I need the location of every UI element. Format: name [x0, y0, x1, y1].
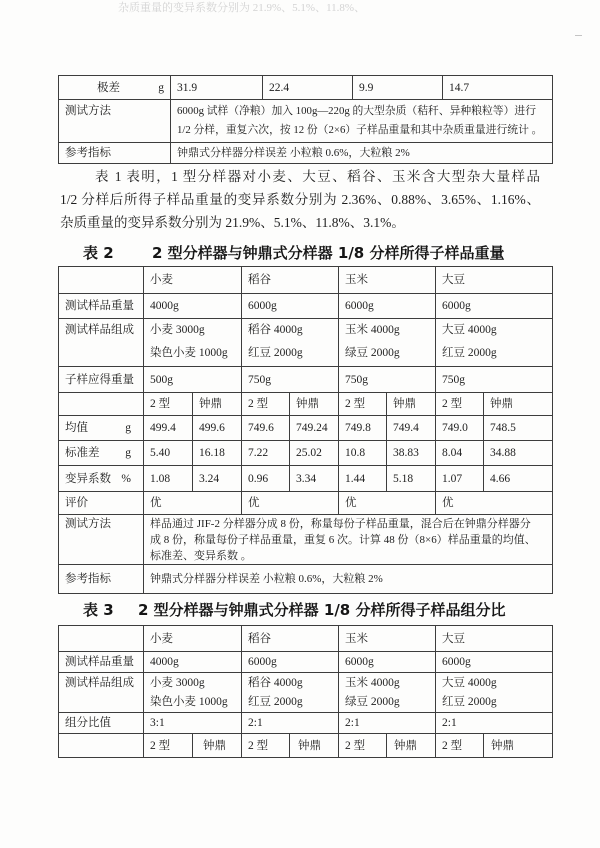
value-cell: 748.5 [484, 416, 553, 441]
value-cell: 749.24 [290, 416, 339, 441]
value-cell: 31.9 [171, 76, 263, 100]
row-label-cell [59, 466, 144, 492]
table-header-row [59, 626, 553, 652]
grain-header: 大豆 [436, 626, 553, 652]
value-cell: 6000g [242, 652, 339, 673]
composition-cell [242, 319, 339, 367]
value-cell: 25.02 [290, 441, 339, 466]
method-line: 标准差、变异系数 。 [150, 550, 252, 562]
divider-type-header: 2 型 [144, 393, 193, 416]
empty-label-cell [59, 393, 144, 416]
row-label-cell: 评价 [59, 492, 144, 515]
composition-line: 红豆 2000g [442, 696, 497, 708]
row-label-cell: 测试方法 [59, 515, 144, 565]
value-cell: 749.4 [387, 416, 436, 441]
composition-line: 玉米 4000g [345, 677, 400, 689]
grain-header: 稻谷 [242, 267, 339, 294]
divider-type-header: 钟鼎 [290, 734, 339, 758]
table-row-evaluation [59, 492, 553, 515]
divider-type-header: 钟鼎 [290, 393, 339, 416]
grain-header: 玉米 [339, 626, 436, 652]
row-label-cell: 参考指标 [59, 565, 144, 594]
row-label-cell: 测试样品组成 [59, 319, 144, 367]
table-row-composition [59, 673, 553, 713]
value-cell: 750g [339, 367, 436, 393]
method-line: 1/2 分样，重复六次，按 12 份（2×6）子样品重量和其中杂质重量进行统计 。 [177, 124, 543, 136]
table-header-row [59, 267, 553, 294]
divider-type-header: 2 型 [242, 734, 290, 758]
paragraph-line: 1/2 分样后所得子样品重量的变异系数分别为 2.36%、0.88%、3.65%、1.16%、 [60, 192, 540, 207]
grain-header: 小麦 [144, 267, 242, 294]
divider-type-header: 钟鼎 [193, 734, 242, 758]
row-label-cell: 测试样品重量 [59, 294, 144, 319]
value-cell: 1.07 [436, 466, 484, 492]
value-cell: 6000g [339, 652, 436, 673]
table-row-mean [59, 416, 553, 441]
value-cell: 5.18 [387, 466, 436, 492]
composition-cell [339, 319, 436, 367]
composition-line: 玉米 4000g [345, 324, 400, 336]
composition-line: 稻谷 4000g [248, 324, 303, 336]
value-cell: 16.18 [193, 441, 242, 466]
caption-number: 表 3 [83, 601, 114, 619]
composition-line: 大豆 4000g [442, 677, 497, 689]
table-row-method [59, 100, 553, 143]
row-label: 变异系数 [65, 472, 111, 485]
value-cell: 5.40 [144, 441, 193, 466]
divider-type-header: 钟鼎 [484, 393, 553, 416]
table-row-reference [59, 565, 553, 594]
method-line: 样品通过 JIF-2 分样器分成 8 份，称量每份子样品重量，混合后在钟鼎分样器分 [150, 518, 531, 530]
composition-line: 染色小麦 1000g [150, 696, 228, 708]
value-cell: 3.24 [193, 466, 242, 492]
table-row-method [59, 515, 553, 565]
row-label-wrap [65, 80, 166, 96]
scan-mark [575, 35, 582, 36]
divider-type-header: 2 型 [242, 393, 290, 416]
reference-text-cell: 钟鼎式分样器分样误差 小粒粮 0.6%，大粒粮 2% [171, 143, 553, 164]
caption-number: 表 2 [83, 244, 114, 262]
value-cell: 10.8 [339, 441, 387, 466]
value-cell: 3:1 [144, 713, 242, 734]
composition-cell [242, 673, 339, 713]
evaluation-cell: 优 [242, 492, 339, 515]
table-row-cv [59, 466, 553, 492]
composition-cell [144, 673, 242, 713]
value-cell: 749.8 [339, 416, 387, 441]
row-label: 极差 [97, 81, 120, 94]
value-cell: 6000g [339, 294, 436, 319]
divider-type-header: 2 型 [144, 734, 193, 758]
method-line: 成 8 份，称量每份子样品重量，重复 6 次。计算 48 份（8×6）样品重量的均值、 [150, 534, 536, 546]
evaluation-cell: 优 [144, 492, 242, 515]
value-cell: 6000g [436, 652, 553, 673]
faint-bleed-through-text: 杂质重量的变异系数分别为 21.9%、5.1%、11.8%、 [118, 2, 366, 14]
method-text-cell [144, 515, 553, 565]
paragraph-line: 杂质重量的变异系数分别为 21.9%、5.1%、11.8%、3.1%。 [60, 215, 405, 230]
corner-cell [59, 626, 144, 652]
row-label: 标准差 [65, 447, 100, 459]
composition-line: 大豆 4000g [442, 324, 497, 336]
reference-text-cell: 钟鼎式分样器分样误差 小粒粮 0.6%，大粒粮 2% [144, 565, 553, 594]
unit-label: g [158, 81, 164, 94]
value-cell: 6000g [436, 294, 553, 319]
row-label-cell [59, 416, 144, 441]
value-cell: 14.7 [443, 76, 553, 100]
method-line: 6000g 试样（净粮）加入 100g—220g 的大型杂质（秸秆、异种粮粒等）进行 [177, 105, 536, 117]
table-2 [58, 266, 553, 594]
table-subheader-row [59, 393, 553, 416]
table-row-composition [59, 319, 553, 367]
table-2-caption [83, 244, 504, 262]
table-subheader-row [59, 734, 553, 758]
row-label-wrap [65, 471, 139, 487]
divider-type-header: 钟鼎 [484, 734, 553, 758]
row-label: 均值 [65, 422, 88, 434]
table-1-continued [58, 75, 553, 164]
value-cell: 22.4 [263, 76, 353, 100]
value-cell: 2:1 [339, 713, 436, 734]
row-label-cell: 测试样品组成 [59, 673, 144, 713]
divider-type-header: 2 型 [436, 734, 484, 758]
unit-label: g [125, 447, 131, 459]
method-text-cell [171, 100, 553, 143]
table-3 [58, 625, 553, 758]
caption-title: 2 型分样器与钟鼎式分样器 1/8 分样所得子样品组分比 [138, 601, 506, 619]
value-cell: 9.9 [353, 76, 443, 100]
unit-label: % [121, 472, 131, 485]
composition-cell [436, 319, 553, 367]
divider-type-header: 2 型 [339, 734, 387, 758]
value-cell: 750g [242, 367, 339, 393]
composition-cell [339, 673, 436, 713]
grain-header: 大豆 [436, 267, 553, 294]
paragraph-line: 表 1 表明，1 型分样器对小麦、大豆、稻谷、玉米含大型杂大量样品 [95, 169, 540, 184]
divider-type-header: 钟鼎 [387, 734, 436, 758]
value-cell: 750g [436, 367, 553, 393]
value-cell: 4000g [144, 652, 242, 673]
value-cell: 499.6 [193, 416, 242, 441]
grain-header: 稻谷 [242, 626, 339, 652]
table-row-std-dev [59, 441, 553, 466]
evaluation-cell: 优 [339, 492, 436, 515]
grain-header: 小麦 [144, 626, 242, 652]
evaluation-cell: 优 [436, 492, 553, 515]
composition-cell [436, 673, 553, 713]
value-cell: 499.4 [144, 416, 193, 441]
value-cell: 2:1 [436, 713, 553, 734]
row-label-cell: 组分比值 [59, 713, 144, 734]
composition-line: 染色小麦 1000g [150, 347, 228, 359]
value-cell: 749.0 [436, 416, 484, 441]
composition-line: 小麦 3000g [150, 324, 205, 336]
value-cell: 6000g [242, 294, 339, 319]
composition-line: 稻谷 4000g [248, 677, 303, 689]
composition-line: 绿豆 2000g [345, 696, 400, 708]
table-row-expected-weight [59, 367, 553, 393]
row-label-cell: 参考指标 [59, 143, 171, 164]
row-label-wrap [65, 445, 139, 461]
table-row-reference [59, 143, 553, 164]
row-label-cell [59, 76, 171, 100]
divider-type-header: 2 型 [339, 393, 387, 416]
value-cell: 2:1 [242, 713, 339, 734]
value-cell: 0.96 [242, 466, 290, 492]
value-cell: 3.34 [290, 466, 339, 492]
row-label-cell: 测试样品重量 [59, 652, 144, 673]
table-3-caption [83, 601, 505, 619]
value-cell: 500g [144, 367, 242, 393]
composition-cell [144, 319, 242, 367]
caption-title: 2 型分样器与钟鼎式分样器 1/8 分样所得子样品重量 [152, 244, 505, 262]
composition-line: 小麦 3000g [150, 677, 205, 689]
table-row-range [59, 76, 553, 100]
table-row-sample-weight [59, 652, 553, 673]
row-label-wrap [65, 420, 139, 436]
value-cell: 1.08 [144, 466, 193, 492]
composition-line: 红豆 2000g [248, 696, 303, 708]
divider-type-header: 2 型 [436, 393, 484, 416]
empty-label-cell [59, 734, 144, 758]
divider-type-header: 钟鼎 [193, 393, 242, 416]
composition-line: 红豆 2000g [442, 347, 497, 359]
row-label-cell: 测试方法 [59, 100, 171, 143]
value-cell: 749.6 [242, 416, 290, 441]
divider-type-header: 钟鼎 [387, 393, 436, 416]
value-cell: 1.44 [339, 466, 387, 492]
grain-header: 玉米 [339, 267, 436, 294]
value-cell: 7.22 [242, 441, 290, 466]
table-row-sample-weight [59, 294, 553, 319]
row-label-cell: 子样应得重量 [59, 367, 144, 393]
value-cell: 4000g [144, 294, 242, 319]
corner-cell [59, 267, 144, 294]
value-cell: 38.83 [387, 441, 436, 466]
value-cell: 8.04 [436, 441, 484, 466]
table-row-ratio [59, 713, 553, 734]
composition-line: 红豆 2000g [248, 347, 303, 359]
composition-line: 绿豆 2000g [345, 347, 400, 359]
value-cell: 34.88 [484, 441, 553, 466]
value-cell: 4.66 [484, 466, 553, 492]
unit-label: g [125, 422, 131, 434]
row-label-cell [59, 441, 144, 466]
